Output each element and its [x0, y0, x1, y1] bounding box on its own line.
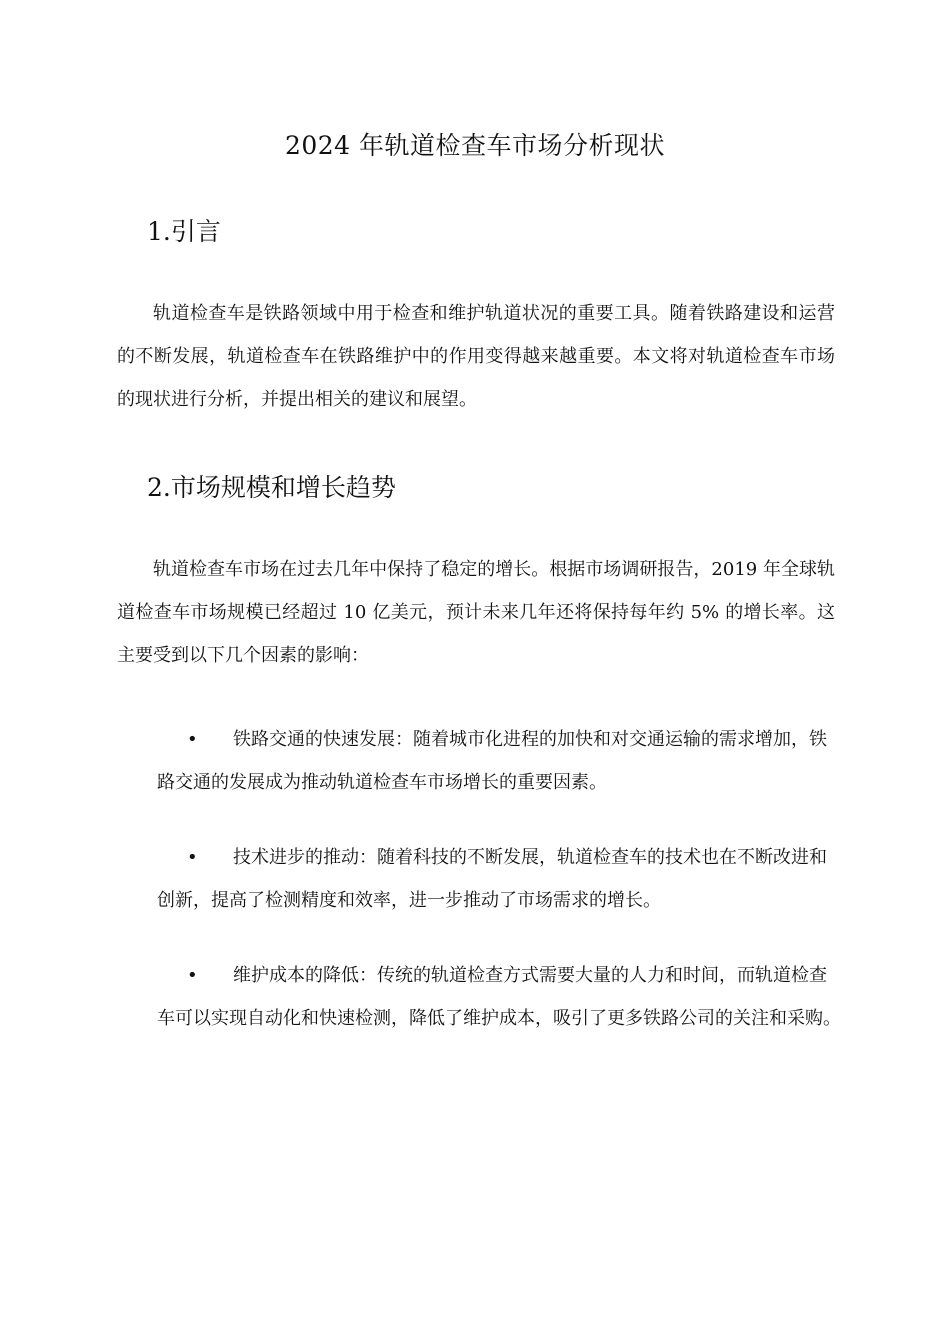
- list-item: [157, 954, 843, 1040]
- section-heading-market-size: 2.市场规模和增长趋势: [147, 473, 396, 502]
- list-item-text: 技术进步的推动：随着科技的不断发展，轨道检查车的技术也在不断改进和创新，提高了检测精度和效率，进一步推动了市场需求的增长。: [157, 847, 827, 911]
- list-item-text: 铁路交通的快速发展：随着城市化进程的加快和对交通运输的需求增加，铁路交通的发展成为推动轨道检查车市场增长的重要因素。: [157, 729, 827, 793]
- section-paragraph-market-size: 轨道检查车市场在过去几年中保持了稳定的增长。根据市场调研报告，2019 年全球轨道检查车市场规模已经超过 10 亿美元，预计未来几年还将保持每年约 5% 的增长率。这主要受到以下几个因素的影响：: [117, 559, 835, 666]
- bullet-icon: •: [187, 729, 198, 750]
- section-heading-introduction: 1.引言: [147, 217, 221, 246]
- list-item: [157, 836, 843, 922]
- bullet-icon: •: [187, 847, 198, 868]
- list-item-text: 维护成本的降低：传统的轨道检查方式需要大量的人力和时间，而轨道检查车可以实现自动化和快速检测，降低了维护成本，吸引了更多铁路公司的关注和采购。: [157, 965, 841, 1029]
- section-paragraph-introduction: 轨道检查车是铁路领域中用于检查和维护轨道状况的重要工具。随着铁路建设和运营的不断发展，轨道检查车在铁路维护中的作用变得越来越重要。本文将对轨道检查车市场的现状进行分析，并提出相关的建议和展望。: [117, 303, 835, 410]
- document-title: 2024 年轨道检查车市场分析现状: [284, 131, 666, 160]
- list-item: [157, 718, 843, 804]
- bullet-icon: •: [187, 965, 198, 986]
